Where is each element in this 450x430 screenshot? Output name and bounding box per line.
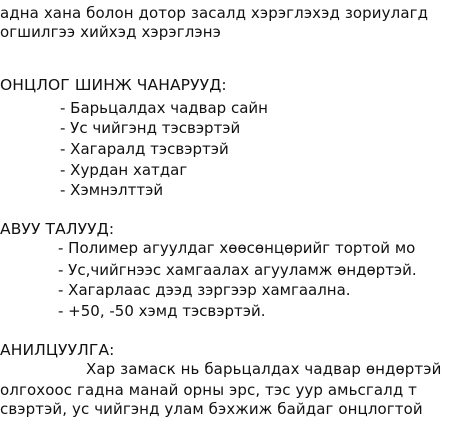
- advantage-item: - Полимер агуулдаг хөөсөнцөрийг тортой мо: [58, 239, 416, 257]
- advantage-item: - Хагарлаас дээд зэргээр хамгаална.: [58, 281, 351, 299]
- feature-item: - Барьцалдах чадвар сайн: [60, 99, 268, 117]
- features-heading: ОНЦЛОГ ШИНЖ ЧАНАРУУД:: [0, 76, 227, 94]
- intro-line-1: адна хана болон дотор засалд хэрэглэхэд зориулагд: [0, 4, 429, 22]
- feature-item: - Хурдан хатдаг: [60, 161, 188, 179]
- feature-item: - Хагаралд тэсвэртэй: [60, 140, 229, 158]
- advantage-item: - Ус,чийгнээс хамгаалах агууламж өндөртэй.: [58, 261, 417, 279]
- introduction-heading: АНИЛЦУУЛГА:: [0, 341, 115, 359]
- intro-line-2: огшилгээ хийхэд хэрэглэнэ: [0, 23, 221, 41]
- introduction-line-3: свэртэй, ус чийгэнд улам бэхжиж байдаг онцлогтой: [0, 400, 423, 418]
- advantage-item: - +50, -50 хэмд тэсвэртэй.: [58, 302, 266, 320]
- advantages-heading: АВУУ ТАЛУУД:: [0, 220, 115, 238]
- feature-item: - Хэмнэлттэй: [60, 181, 164, 199]
- feature-item: - Ус чийгэнд тэсвэртэй: [60, 119, 241, 137]
- introduction-line-1: Хар замаск нь барьцалдах чадвар өндөртэй: [86, 360, 442, 378]
- introduction-line-2: олгохоос гадна манай орны эрс, тэс уур амьсгалд т: [0, 381, 418, 399]
